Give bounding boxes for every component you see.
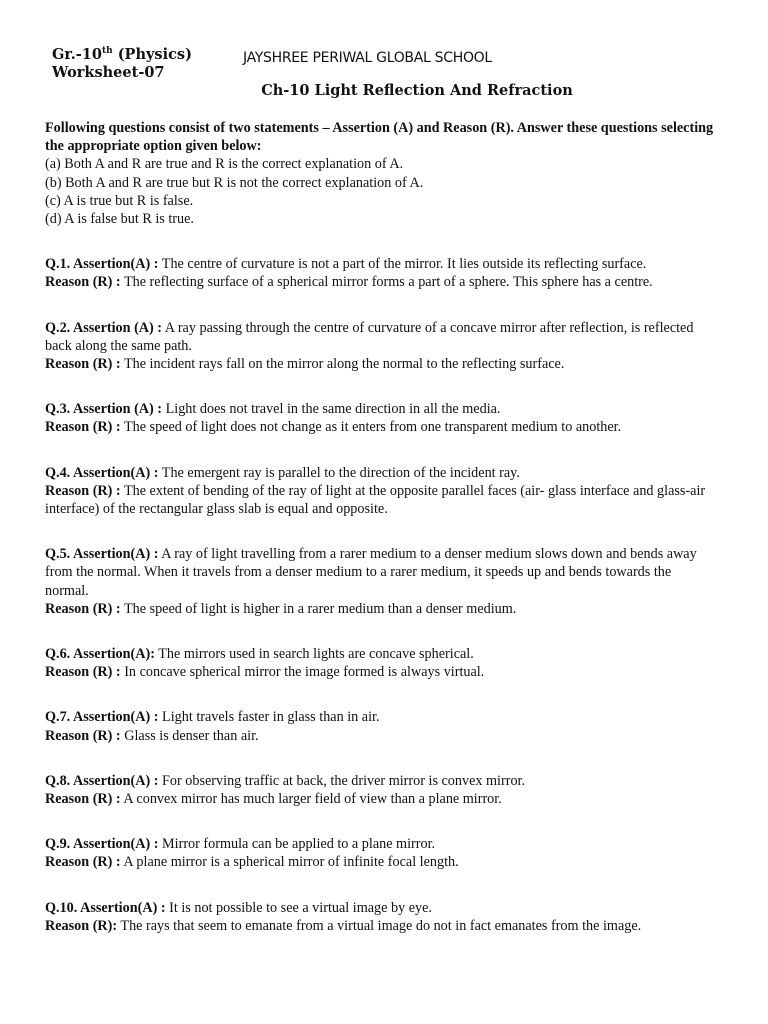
- worksheet-number: Worksheet-07: [52, 64, 165, 81]
- assertion-label: Q.10. Assertion(A) :: [45, 899, 166, 916]
- assertion-text: For observing traffic at back, the driver mirror is convex mirror.: [158, 772, 526, 789]
- assertion-line: [45, 464, 715, 482]
- question-item: [45, 464, 715, 519]
- assertion-text: The centre of curvature is not a part of the mirror. It lies outside its reflecting surface.: [158, 256, 647, 273]
- question-item: [45, 835, 715, 871]
- assertion-text: Light does not travel in the same direction in all the media.: [162, 401, 501, 418]
- reason-label: Reason (R):: [45, 917, 118, 934]
- assertion-line: [45, 255, 715, 273]
- assertion-line: [45, 708, 715, 726]
- assertion-label: Q.5. Assertion(A) :: [45, 546, 159, 563]
- assertion-line: [45, 645, 715, 663]
- reason-text: The extent of bending of the ray of light at the opposite parallel faces (air- glass interface and glass-air interface) of the rectangular glass slab is equal and opposite.: [45, 482, 706, 518]
- option-d: (d) A is false but R is true.: [45, 211, 194, 228]
- assertion-label: Q.9. Assertion(A) :: [45, 836, 159, 853]
- grade-prefix: Gr.-10: [52, 46, 102, 63]
- reason-text: The incident rays fall on the mirror along the normal to the reflecting surface.: [120, 356, 565, 373]
- reason-label: Reason (R) :: [45, 664, 121, 681]
- assertion-text: A ray of light travelling from a rarer medium to a denser medium slows down and bends away from the normal. When it travels from a denser medium to a rarer medium, it speeds up and bends towards the normal.: [45, 546, 697, 599]
- assertion-text: It is not possible to see a virtual image by eye.: [165, 899, 432, 916]
- question-item: [45, 645, 715, 681]
- reason-label: Reason (R) :: [45, 482, 121, 499]
- worksheet-body: [45, 119, 715, 935]
- question-item: [45, 319, 715, 374]
- reason-line: [45, 663, 715, 681]
- question-item: [45, 400, 715, 436]
- grade-superscript: th: [101, 46, 113, 57]
- option-a: (a) Both A and R are true and R is the correct explanation of A.: [45, 156, 404, 173]
- questions-list: [45, 255, 715, 935]
- school-name: JAYSHREE PERIWAL GLOBAL SCHOOL: [243, 50, 492, 66]
- assertion-label: Q.2. Assertion (A) :: [45, 319, 163, 336]
- assertion-text: The mirrors used in search lights are concave spherical.: [154, 646, 474, 663]
- reason-line: [45, 482, 715, 518]
- reason-text: The speed of light is higher in a rarer medium than a denser medium.: [120, 600, 517, 617]
- question-item: [45, 545, 715, 618]
- reason-line: [45, 600, 715, 618]
- grade-subject: (Physics): [112, 46, 192, 63]
- option-b: (b) Both A and R are true but R is not the correct explanation of A.: [45, 174, 424, 191]
- reason-line: [45, 273, 715, 291]
- assertion-line: [45, 772, 715, 790]
- reason-line: [45, 853, 715, 871]
- instructions-text: Following questions consist of two statements – Assertion (A) and Reason (R). Answer these questions selecting the appropriate option given below:: [45, 120, 714, 155]
- chapter-title: Ch-10 Light Reflection And Refraction: [261, 82, 573, 99]
- reason-text: In concave spherical mirror the image formed is always virtual.: [120, 664, 485, 681]
- grade-line: [52, 46, 192, 64]
- assertion-line: [45, 545, 715, 600]
- reason-line: [45, 917, 715, 935]
- assertion-text: Light travels faster in glass than in air.: [158, 709, 380, 726]
- assertion-label: Q.6. Assertion(A):: [45, 646, 155, 663]
- question-item: [45, 772, 715, 808]
- assertion-line: [45, 319, 715, 355]
- reason-line: [45, 418, 715, 436]
- question-item: [45, 708, 715, 744]
- reason-text: A convex mirror has much larger field of view than a plane mirror.: [120, 791, 502, 808]
- question-item: [45, 899, 715, 935]
- reason-text: Glass is denser than air.: [120, 727, 259, 744]
- assertion-line: [45, 835, 715, 853]
- reason-label: Reason (R) :: [45, 419, 121, 436]
- assertion-label: Q.3. Assertion (A) :: [45, 401, 163, 418]
- reason-label: Reason (R) :: [45, 791, 121, 808]
- assertion-text: Mirror formula can be applied to a plane mirror.: [158, 836, 436, 853]
- reason-label: Reason (R) :: [45, 356, 121, 373]
- grade-block: [52, 46, 192, 82]
- reason-label: Reason (R) :: [45, 854, 121, 871]
- assertion-line: [45, 400, 715, 418]
- question-item: [45, 255, 715, 291]
- assertion-text: The emergent ray is parallel to the direction of the incident ray.: [158, 464, 520, 481]
- reason-label: Reason (R) :: [45, 727, 121, 744]
- assertion-label: Q.1. Assertion(A) :: [45, 256, 159, 273]
- reason-text: A plane mirror is a spherical mirror of infinite focal length.: [120, 854, 459, 871]
- assertion-label: Q.4. Assertion(A) :: [45, 464, 159, 481]
- assertion-line: [45, 899, 715, 917]
- reason-label: Reason (R) :: [45, 274, 121, 291]
- option-c: (c) A is true but R is false.: [45, 192, 194, 209]
- reason-line: [45, 727, 715, 745]
- reason-label: Reason (R) :: [45, 600, 121, 617]
- reason-text: The reflecting surface of a spherical mirror forms a part of a sphere. This sphere has a centre.: [120, 274, 653, 291]
- reason-line: [45, 355, 715, 373]
- reason-line: [45, 790, 715, 808]
- reason-text: The rays that seem to emanate from a virtual image do not in fact emanates from the image.: [117, 917, 642, 934]
- assertion-label: Q.8. Assertion(A) :: [45, 772, 159, 789]
- assertion-label: Q.7. Assertion(A) :: [45, 709, 159, 726]
- reason-text: The speed of light does not change as it enters from one transparent medium to another.: [120, 419, 622, 436]
- assertion-text: A ray passing through the centre of curvature of a concave mirror after reflection, is reflected back along the same path.: [45, 319, 694, 354]
